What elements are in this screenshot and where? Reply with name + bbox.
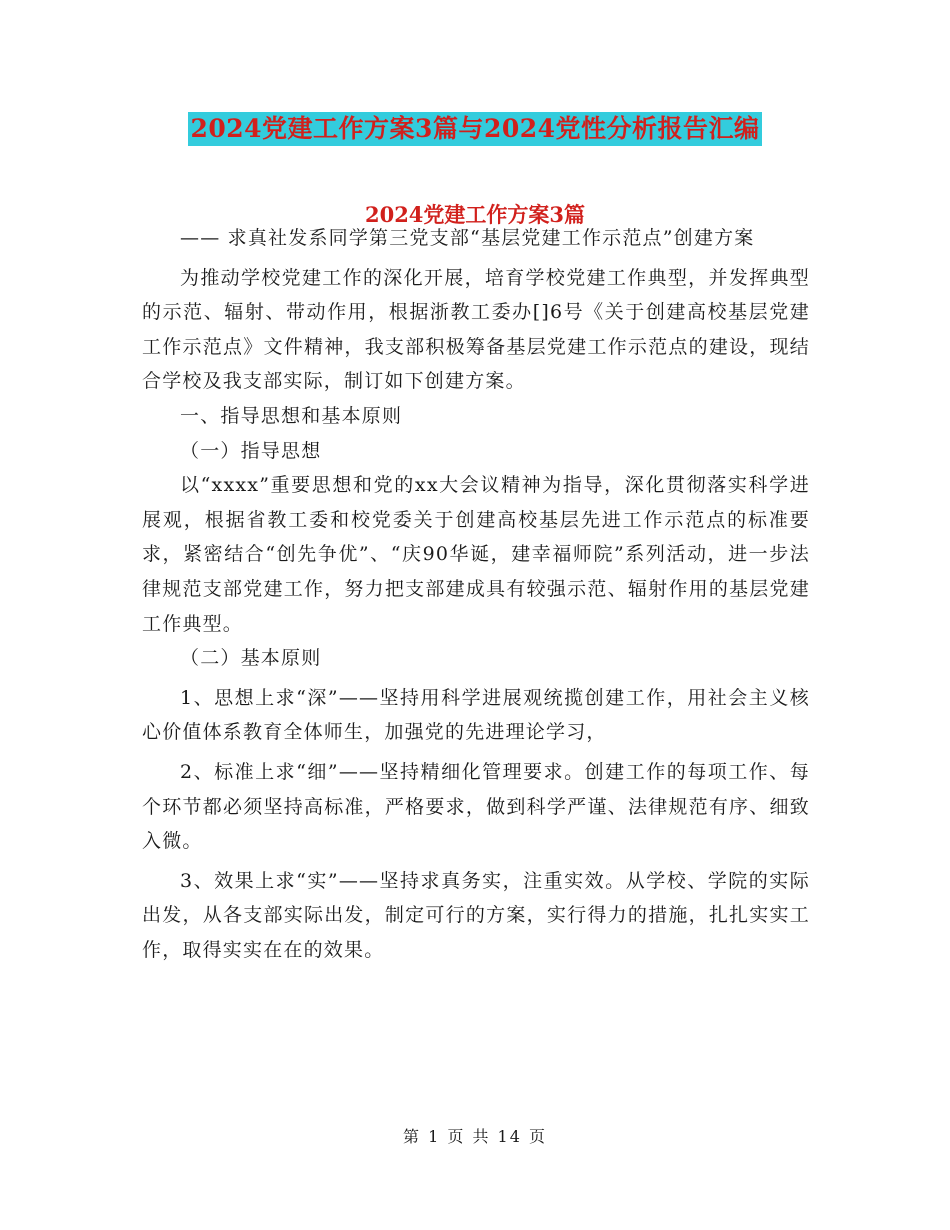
document-title-wrap <box>0 112 950 146</box>
section-title: 2024党建工作方案3篇 <box>364 202 586 227</box>
paragraph-intro: 为推动学校党建工作的深化开展，培育学校党建工作典型，并发挥典型的示范、辐射、带动作用，根据浙教工委办[]6号《关于创建高校基层党建工作示范点》文件精神，我支部积极筹备基层党建工作示范点的建设，现结合学校及我支部实际，制订如下创建方案。 <box>142 266 810 393</box>
paragraph-guiding-thought: 以“xxxx”重要思想和党的xx大会议精神为指导，深化贯彻落实科学进展观，根据省教工委和校党委关于创建高校基层先进工作示范点的标准要求，紧密结合“创先争优”、“庆90华诞，建幸福师院”系列活动，进一步法律规范支部党建工作，努力把支部建成具有较强示范、辐射作用的基层党建工作典型。 <box>142 474 810 635</box>
paragraph-principle-2: 2、标准上求“细”——坚持精细化管理要求。创建工作的每项工作、每个环节都必须坚持高标准，严格要求，做到科学严谨、法律规范有序、细致入微。 <box>142 760 810 853</box>
paragraph-principle-1: 1、思想上求“深”——坚持用科学进展观统揽创建工作，用社会主义核心价值体系教育全体师生，加强党的先进理论学习， <box>142 686 810 744</box>
heading-basic-principles: （二）基本原则 <box>180 647 322 670</box>
paragraph-principle-3: 3、效果上求“实”——坚持求真务实，注重实效。从学校、学院的实际出发，从各支部实际出发，制定可行的方案，实行得力的措施，扎扎实实工作，取得实实在在的效果。 <box>142 869 810 961</box>
heading-guiding-thought: （一）指导思想 <box>180 439 322 462</box>
paragraph-subheading: —— 求真社发系同学第三党支部“基层党建工作示范点”创建方案 <box>180 227 755 249</box>
page-footer: 第 1 页 共 14 页 <box>403 1127 547 1146</box>
document-title: 2024党建工作方案3篇与2024党性分析报告汇编 <box>188 112 761 146</box>
heading-section-1: 一、指导思想和基本原则 <box>180 404 403 427</box>
body-text <box>142 221 810 967</box>
